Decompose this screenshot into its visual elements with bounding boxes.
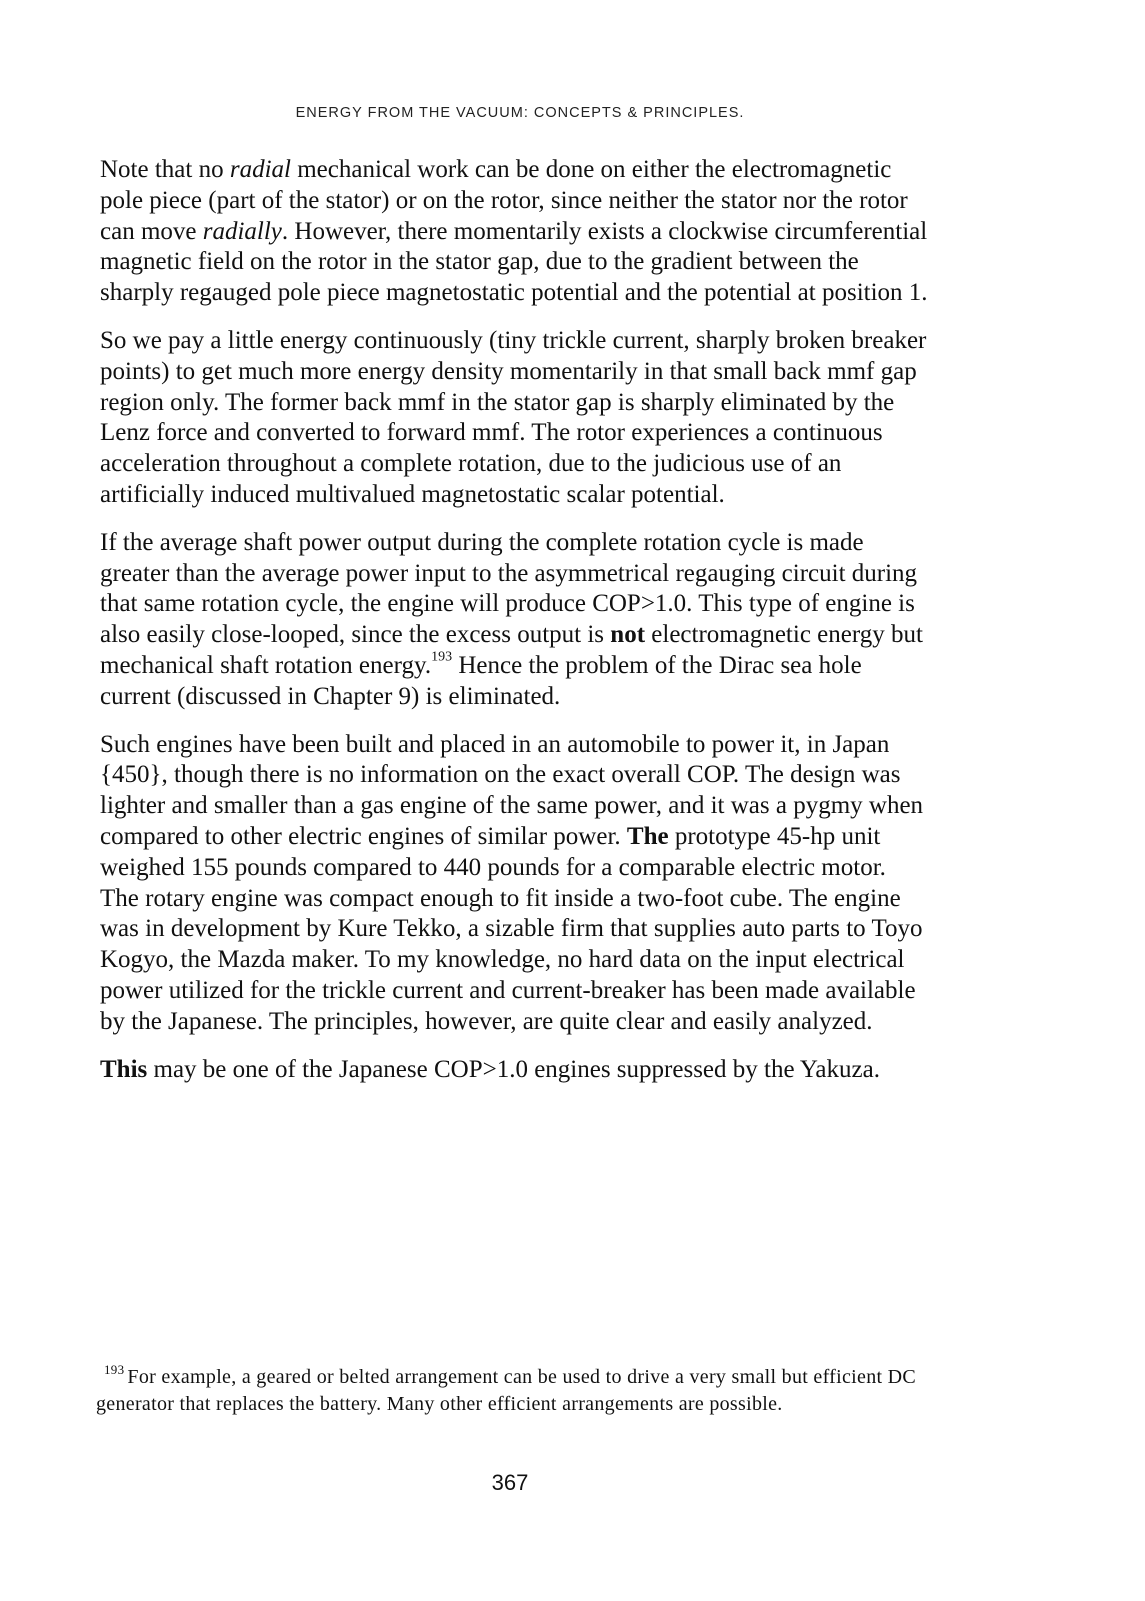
text-span: . However, there momentarily exists a clockwise circumferential magnetic field on the rotor in the stator gap, due to the gradient between the sharply regauged pole piece magnetostatic potential and the potential at position 1.: [100, 217, 928, 307]
italic-text: radially: [202, 217, 282, 245]
bold-text: This: [100, 1055, 148, 1083]
bold-text: The: [626, 822, 669, 850]
paragraph-3: [100, 528, 930, 713]
bold-text: not: [610, 621, 646, 649]
body-text: [100, 155, 930, 1102]
text-span: prototype 45-hp unit weighed 155 pounds compared to 440 pounds for a comparable electric motor. The rotary engine was compact enough to fit inside a two-foot cube. The engine was in development by Kure Tekko, a sizable firm that supplies auto parts to Toyo Kogyo, the Mazda maker. To my knowledge, no hard data on the input electrical power utilized for the trickle current and current-breaker has been made available by the Japanese. The principles, however, are quite clear and easily analyzed.: [100, 822, 923, 1035]
text-span: mechanical work can be done on either the electromagnetic pole piece (part of the stator) or on the rotor, since neither the stator nor the rotor can move: [100, 156, 908, 245]
footnote-text: For example, a geared or belted arrangement can be used to drive a very small but efficient DC generator that replaces the battery. Many other efficient arrangements are possible.: [96, 1366, 917, 1415]
text-span: If the average shaft power output during the complete rotation cycle is made greater than the average power input to the asymmetrical regauging circuit during that same rotation cycle, the engine will produce COP>1.0. This type of engine is also easily close-looped, since the excess output is: [100, 528, 918, 649]
text-span: Such engines have been built and placed in an automobile to power it, in Japan {450}, though there is no information on the exact overall COP. The design was lighter and smaller than a gas engine of the same power, and it was a pygmy when compared to other electric engines of similar power.: [100, 730, 924, 850]
paragraph-1: [100, 155, 930, 309]
footnote: [96, 1361, 926, 1417]
italic-text: radial: [229, 156, 291, 183]
text-span: Note that no: [100, 156, 230, 183]
paragraph-5: [100, 1055, 930, 1086]
running-header: ENERGY FROM THE VACUUM: CONCEPTS & PRINCIPLES.: [295, 105, 745, 121]
paragraph-2: So we pay a little energy continuously (tiny trickle current, sharply broken breaker points) to get much more energy density momentarily in that small back mmf gap region only. The former back mmf in the stator gap is sharply eliminated by the Lenz force and converted to forward mmf. The rotor experiences a continuous acceleration throughout a complete rotation, due to the judicious use of an artificially induced multivalued magnetostatic scalar potential.: [100, 326, 927, 508]
text-span: electromagnetic energy but mechanical shaft rotation energy.: [100, 621, 923, 679]
footnote-number: 193: [104, 1361, 125, 1377]
paragraph-4: [100, 730, 930, 1038]
footnote-reference: 193: [431, 649, 453, 665]
text-span: Hence the problem of the Dirac sea hole current (discussed in Chapter 9) is eliminated.: [100, 651, 862, 710]
page-number: 367: [491, 1470, 529, 1495]
text-span: may be one of the Japanese COP>1.0 engines suppressed by the Yakuza.: [147, 1055, 880, 1083]
